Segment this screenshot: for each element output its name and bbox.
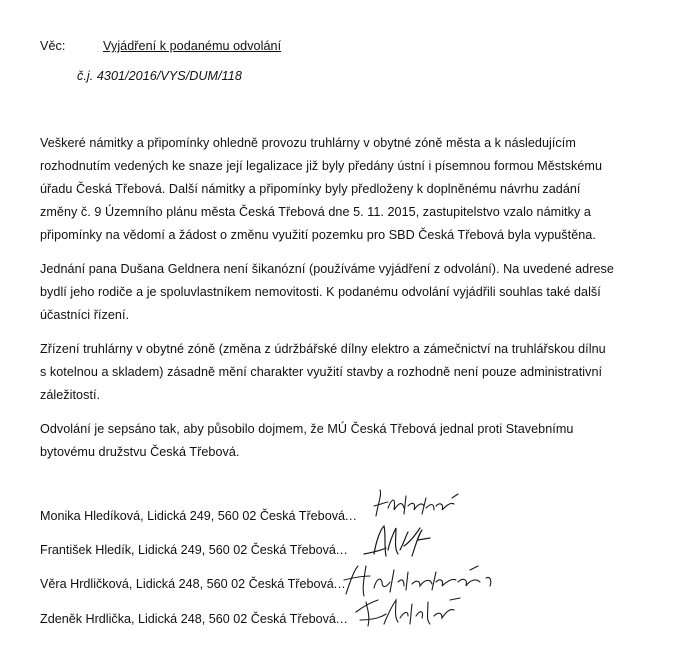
signatory-row [40, 508, 357, 524]
paragraph-line: Veškeré námitky a připomínky ohledně provozu truhlárny v obytné zóně města a k následujícím [40, 136, 576, 150]
paragraph-line: připomínky na vědomí a žádost o změnu využití pozemku pro SBD Česká Třebová byla vypuštěna. [40, 228, 596, 242]
paragraph-line: účastníci řízení. [40, 308, 130, 322]
signatory-row [40, 611, 348, 627]
paragraph-line: bytovému družstvu Česká Třebová. [40, 445, 240, 459]
paragraph-line: s kotelnou a skladem) zásadně mění charakter využití stavby a rozhodně není pouze administrativní [40, 365, 603, 379]
paragraph-line: Jednání pana Dušana Geldnera není šikanózní (používáme vyjádření z odvolání). Na uvedené adrese [40, 262, 614, 276]
handwritten-signature-1 [368, 484, 468, 524]
paragraph-line: Odvolání je sepsáno tak, aby působilo dojmem, že MÚ Česká Třebová jednal proti Stavebnímu [40, 422, 574, 436]
paragraph-line: bydlí jeho rodiče a je spoluvlastníkem nemovitosti. K podanému odvolání vyjádřili souhlas také další [40, 285, 601, 299]
subject-label: Věc: [40, 39, 66, 53]
paragraph-line: záležitostí. [40, 388, 101, 402]
signatory-row [40, 576, 346, 592]
subject-title: Vyjádření k podanému odvolání [103, 39, 282, 53]
paragraph-line: úřadu Česká Třebová. Další námitky a připomínky byly předloženy k doplněnému návrhu zadání [40, 182, 581, 196]
signature-dots: ... [345, 509, 357, 523]
handwritten-signature-3 [340, 558, 500, 602]
reference-number: č.j. 4301/2016/VYS/DUM/118 [77, 69, 242, 83]
signature-dots: ... [335, 612, 348, 626]
handwritten-signature-2 [360, 520, 440, 562]
signatory-name: Věra Hrdličková, Lidická 248, 560 02 Česká Třebová [40, 577, 334, 591]
signatory-row [40, 542, 348, 558]
signatory-name: Zdeněk Hrdlička, Lidická 248, 560 02 Česká Třebová [40, 612, 336, 626]
signature-dots: ... [335, 543, 348, 557]
signatory-name: Monika Hledíková, Lidická 249, 560 02 Česká Třebová [40, 509, 345, 523]
paragraph-line: změny č. 9 Územního plánu města Česká Třebová dne 5. 11. 2015, zastupitelstvo vzalo námitky a [40, 205, 591, 219]
paragraph-line: Zřízení truhlárny v obytné zóně (změna z údržbářské dílny elektro a zámečnictví na truhlářskou dílnu [40, 342, 606, 356]
handwritten-signature-4 [350, 590, 470, 632]
signature-dots: ... [333, 577, 346, 591]
signatory-name: František Hledík, Lidická 249, 560 02 Česká Třebová [40, 543, 336, 557]
paragraph-line: rozhodnutím vedených ke snaze její legalizace již byly předány ústní i písemnou formou Městskému [40, 159, 602, 173]
